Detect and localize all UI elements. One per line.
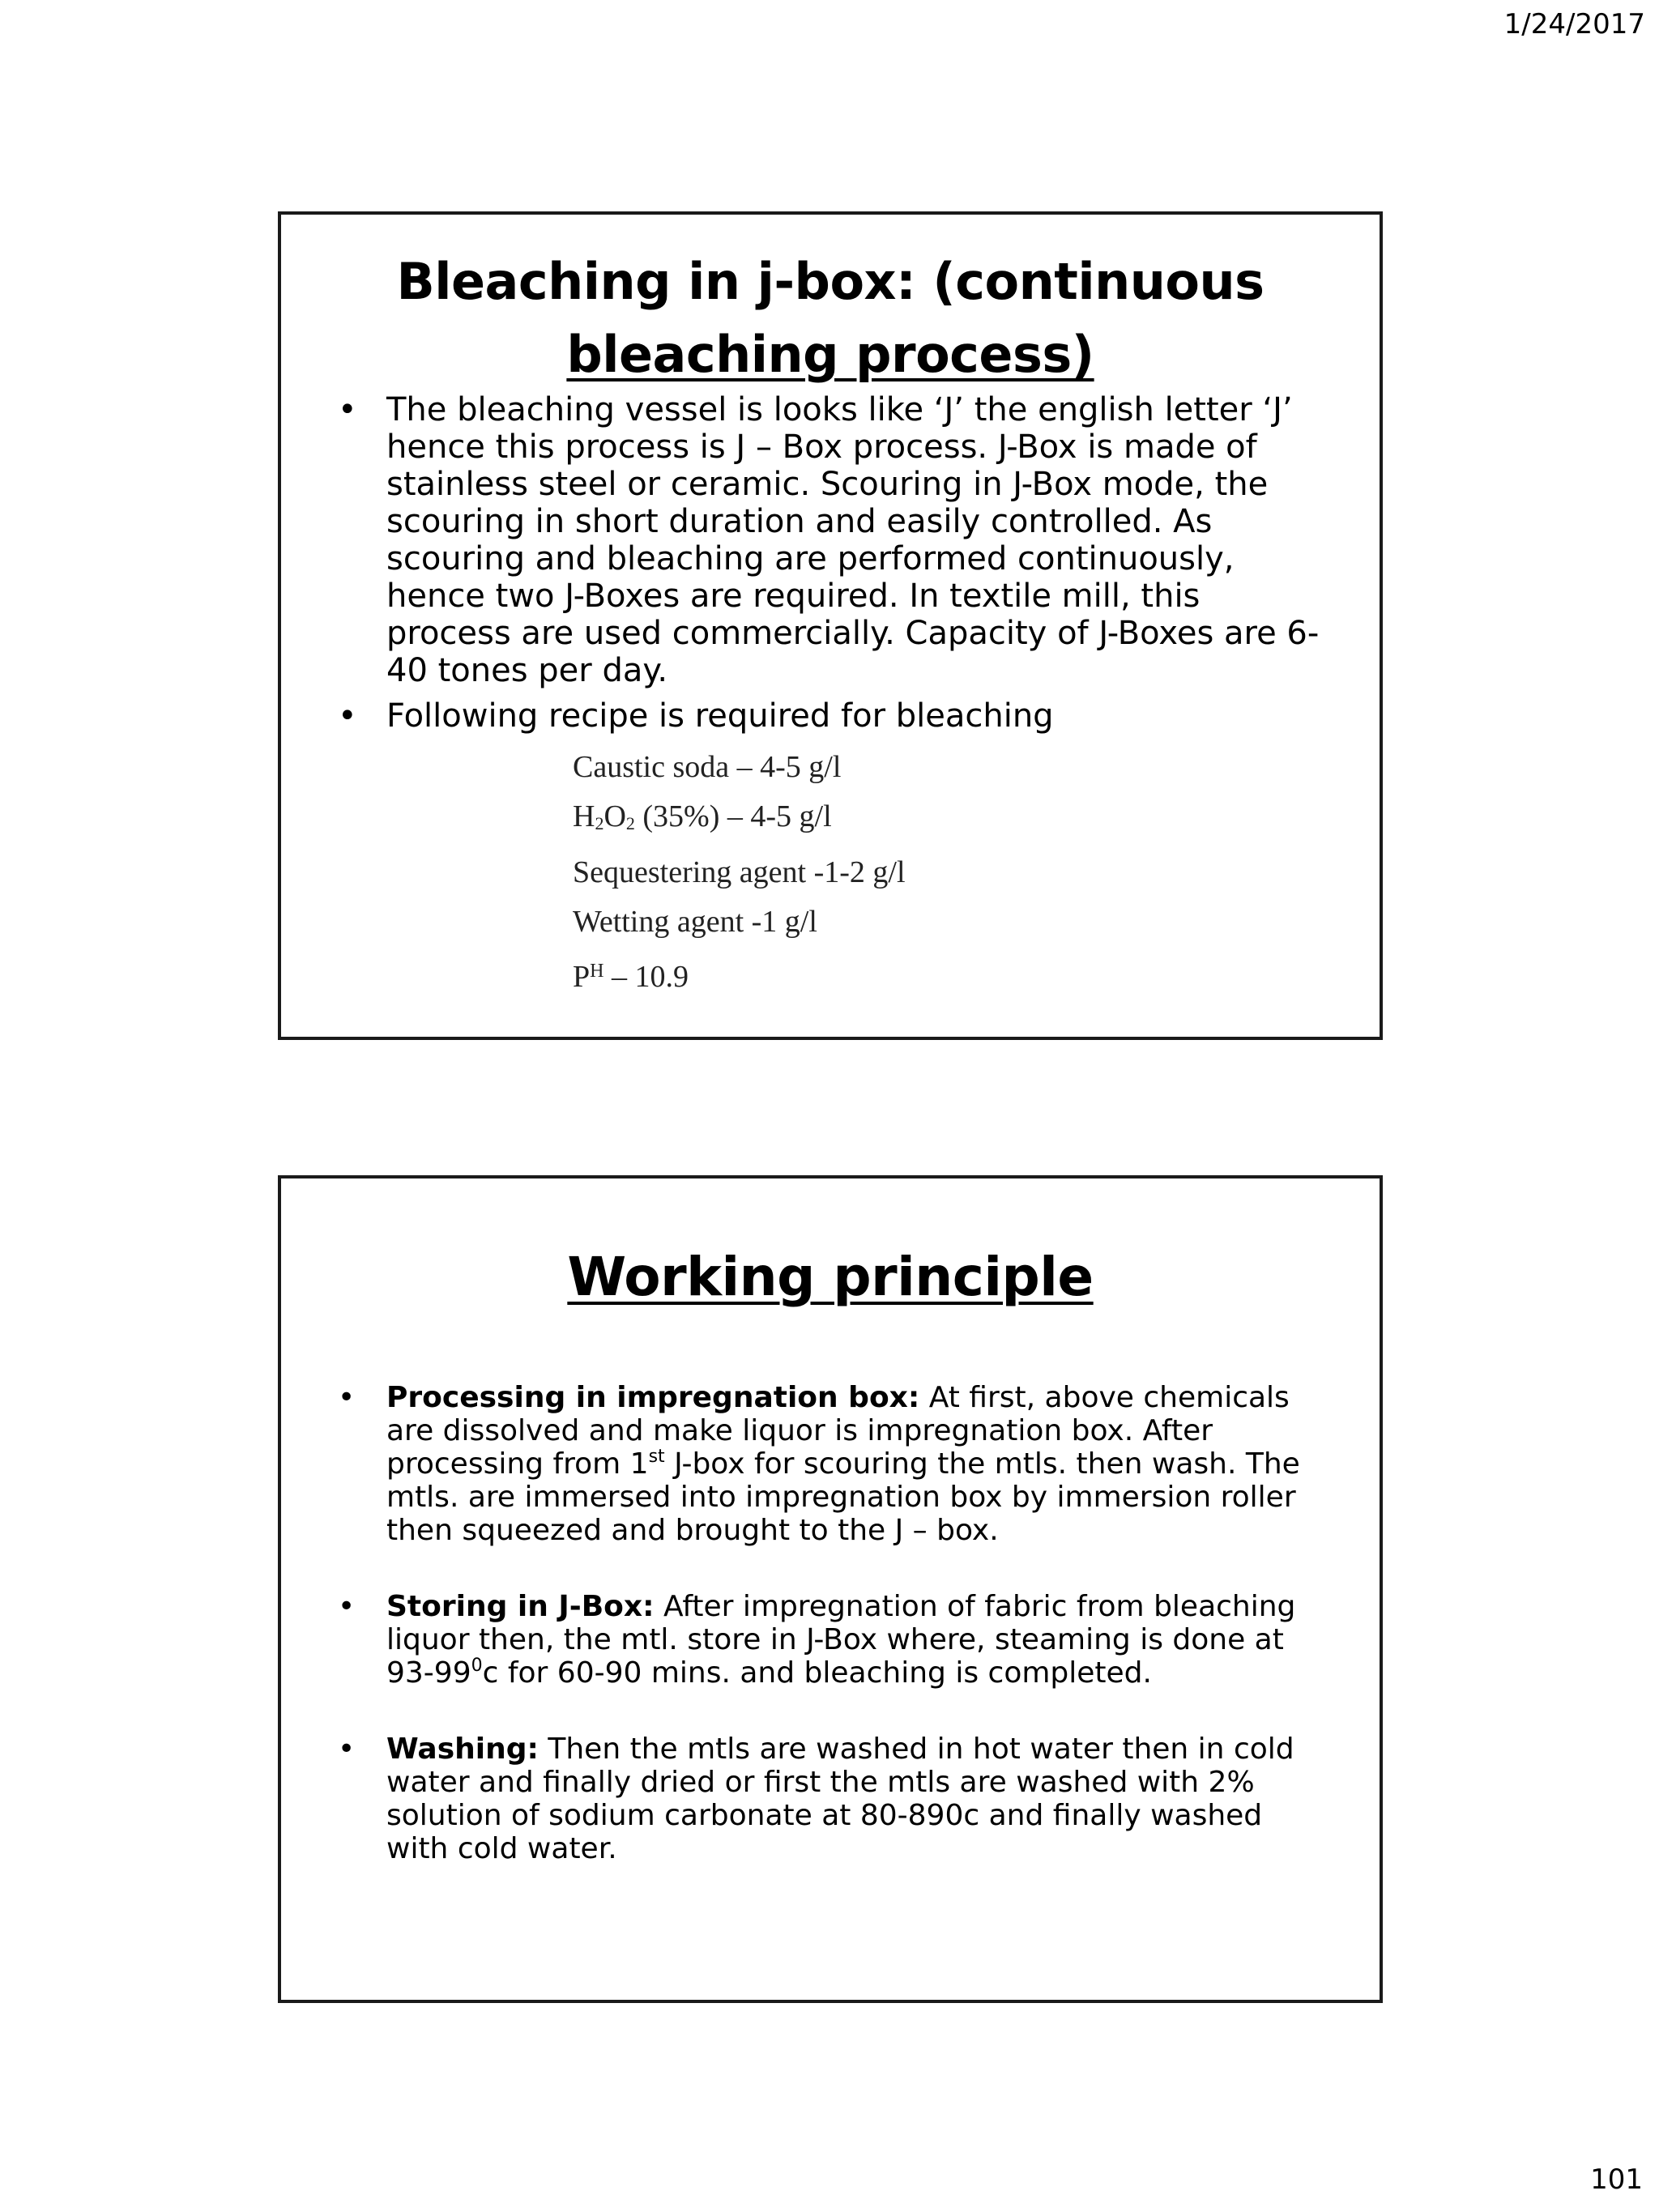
bullet-icon: • [338,697,357,735]
slide-bleaching-j-box [278,211,1383,1040]
bullet-item: • Storing in J-Box: After impregnation of fabric from bleaching liquor then, the mtl. store in J-Box where, steaming is done at $93-99^0c$ for 60-90 mins. and bleaching is completed. [338,1590,1296,1690]
page-date: 1/24/2017 [1503,8,1645,40]
bullet-icon: • [338,1733,356,1766]
bullet-text: Following recipe is required for bleaching [386,697,1054,735]
slide-working-principle [278,1175,1383,2003]
slide-title [281,245,1380,391]
bullet-item [338,391,1331,689]
recipe-item-caustic-soda: Caustic soda – 4-5 g/l [573,750,842,784]
bullet-icon: • [338,1381,356,1414]
recipe-item-wetting-agent: Wetting agent -1 g/l [573,905,817,939]
bullet-text: The bleaching vessel is looks like ‘J’ the english letter ‘J’ hence this process is J – Box process. J-Box is made of stainless steel or ceramic. Scouring in J-Box mode, the scouring in short duration and easily controlled. As scouring and bleaching are performed continuously, hence two J-Boxes are required. In textile mill, this process are used commercially. Capacity of J-Boxes are 6-40 tones per day. [386,391,1320,689]
bullet-list [338,391,1331,735]
title-line-1: Bleaching in j-box: (continuous [396,252,1265,311]
bullet-text: At first, above chemicals are dissolved and make liquor is impregnation box. After processing from 1 [386,1381,1290,1481]
bullet-text: After impregnation of fabric from bleaching liquor then, the mtl. store in J-Box where, steaming is done at 93-99 [386,1590,1296,1690]
bullet-item [338,1733,1331,1865]
bullet-item [338,697,1331,735]
recipe-item-ph: $P^H - 10.9$ [573,960,689,994]
bullet-icon: • [338,1590,356,1623]
bullet-text: Then the mtls are washed in hot water then in cold water and finally dried or first the mtls are washed with 2% solution of sodium carbonate at 80-890c and finally washed with cold water. [386,1733,1294,1865]
slide-title: Working principle [567,1246,1094,1308]
bullet-list [338,1381,1331,1865]
title-line-2: bleaching process) [566,325,1094,384]
bullet-item: • Processing in impregnation box: At first, above chemicals are dissolved and make liquor is impregnation box. After processing from 1st J-box for scouring the mtls. then wash. The mtls. are immersed into impregnation box by immersion roller then squeezed and brought to the J – box. [338,1381,1300,1547]
bullet-icon: • [338,391,357,428]
bullet-label: Washing: [386,1733,539,1766]
recipe-item-h2o2: $H_2O_2$ (35%) – 4-5 g/l [573,799,832,833]
bullet-label: Processing in impregnation box: [386,1381,920,1414]
bullet-label: Storing in J-Box: [386,1590,655,1623]
recipe-list [573,743,1380,1002]
recipe-item-sequestering-agent: Sequestering agent -1-2 g/l [573,855,906,889]
page-number: 101 [1590,2163,1643,2196]
